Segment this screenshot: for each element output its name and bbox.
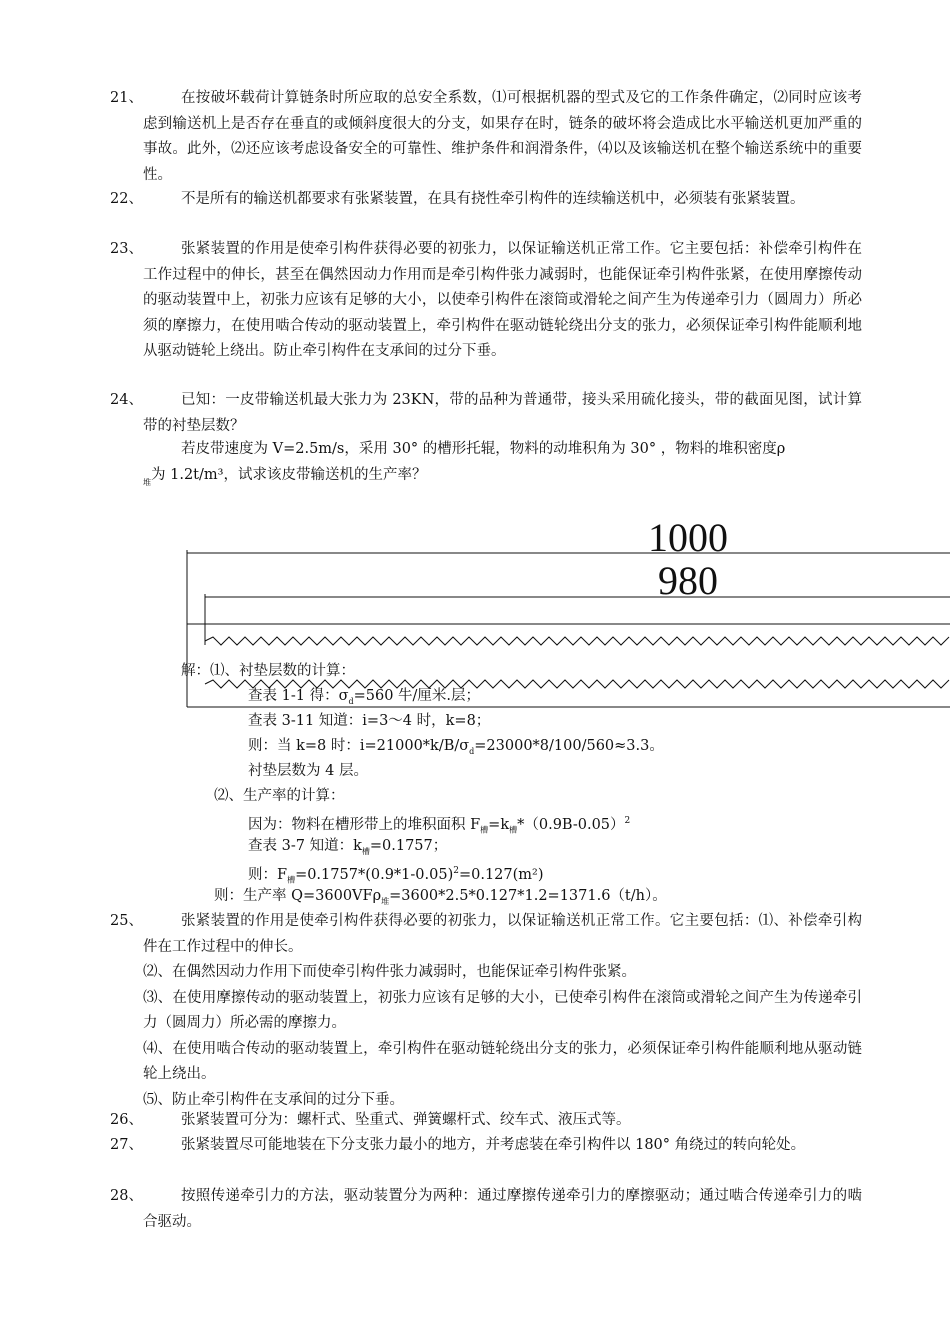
item-number: 21、 xyxy=(110,90,143,106)
item-26 xyxy=(110,1108,862,1134)
solution-line-3: 则：当 k=8 时：$i=21000*k/B/\sigma_d=23000*8/100/560\approx 3.3$。 xyxy=(248,738,664,756)
item-number: 28、 xyxy=(110,1188,143,1204)
item-25 xyxy=(110,909,862,1113)
item-text: 张紧装置可分为：螺杆式、坠重式、弹簧螺杆式、绞车式、液压式等。 xyxy=(181,1112,631,1128)
item-25-sub-2: ⑵、在偶然因动力作用下而使牵引构件张力减弱时，也能保证牵引构件张紧。 xyxy=(143,964,636,980)
item-number: 27、 xyxy=(110,1137,143,1153)
item-text: 不是所有的输送机都要求有张紧装置，在具有挠性牵引构件的连续输送机中，必须装有张紧装置。 xyxy=(181,191,805,207)
item-23 xyxy=(110,237,862,365)
item-25-sub-4: ⑷、在使用啮合传动的驱动装置上，牵引构件在驱动链轮绕出分支的张力，必须保证牵引构件能顺利地从驱动链轮上绕出。 xyxy=(143,1040,862,1082)
item-text: 张紧装置尽可能地装在下分支张力最小的地方，并考虑装在牵引构件以 180° 角绕过的转向轮处。 xyxy=(181,1137,806,1153)
width-label-980: 980 xyxy=(658,558,718,603)
solution-heading: 解：⑴、衬垫层数的计算： xyxy=(181,663,355,679)
solution-line-4: 衬垫层数为 4 层。 xyxy=(248,763,368,779)
item-text: 在按破坏载荷计算链条时所应取的总安全系数，⑴可根据机器的型式及它的工作条件确定，⑵同时应该考虑到输送机上是否存在垂直的或倾斜度很大的分支，如果存在时，链条的破坏将会造成比水平输送机更加严重的事故。此外，⑵还应该考虑设备安全的可靠性、维护条件和润滑条件，⑷以及该输送机在整个输送系统中的重要性。 xyxy=(143,90,862,183)
solution-line-2: 查表 3-11 知道：i=3～4 时，k=8； xyxy=(248,713,491,729)
item-number: 26、 xyxy=(110,1112,143,1128)
width-label-1000: 1000 xyxy=(648,515,728,560)
item-25-sub-5: ⑸、防止牵引构件在支承间的过分下垂。 xyxy=(143,1091,404,1108)
item-28 xyxy=(110,1184,862,1235)
item-text: 按照传递牵引力的方法，驱动装置分为两种：通过摩擦传递牵引力的摩擦驱动；通过啮合传递牵引力的啮合驱动。 xyxy=(143,1188,862,1230)
item-number: 25、 xyxy=(110,913,143,929)
item-25-sub-3: ⑶、在使用摩擦传动的驱动装置上，初张力应该有足够的大小，已使牵引构件在滚筒或滑轮之间产生为传递牵引力（圆周力）所必需的摩擦力。 xyxy=(143,989,862,1031)
question-24b-line1: 若皮带速度为 V=2.5m/s，采用 30° 的槽形托辊，物料的动堆积角为 30° ，物料的堆积密度ρ xyxy=(181,441,786,457)
item-21 xyxy=(110,86,862,188)
item-text: 张紧装置的作用是使牵引构件获得必要的初张力，以保证输送机正常工作。它主要包括：补偿牵引构件在工作过程中的伸长，甚至在偶然因动力作用而是牵引构件张力减弱时，也能保证牵引构件张紧，在使用摩擦传动的驱动装置中上，初张力应该有足够的大小，以使牵引构件在滚筒或滑轮之间产生为传递牵引力（圆周力）所必须的摩擦力，在使用啮合传动的驱动装置上，牵引构件在驱动链轮绕出分支的张力，必须保证牵引构件能顺利地从驱动链轮上绕出。防止牵引构件在支承间的过分下垂。 xyxy=(143,241,862,359)
solution-line-7: 查表 3-7 知道：$k_槽=0.1757$； xyxy=(248,838,448,856)
item-24 xyxy=(110,388,862,439)
solution-line-9: 则：生产率 Q=3600VFρ$_堆$=3600*2.5*0.127*1.2=1371.6（t/h）。 xyxy=(214,888,667,906)
item-number: 24、 xyxy=(110,392,143,408)
item-text: 已知：一皮带输送机最大张力为 23KN，带的品种为普通带，接头采用硫化接头，带的截面见图，试计算带的衬垫层数？ xyxy=(143,392,862,434)
question-24b-line2: $_堆$为 1.2t/m³，试求该皮带输送机的生产率？ xyxy=(143,467,427,487)
item-number: 23、 xyxy=(110,241,143,257)
solution-line-6: 因为：物料在槽形带上的堆积面积 $F_槽=k_槽*(0.9B-0.05)^2$ xyxy=(248,816,631,835)
solution-line-1: 查表 1-1 得：$\sigma_d=560$ 牛/厘米.层； xyxy=(248,688,481,706)
item-text: 张紧装置的作用是使牵引构件获得必要的初张力，以保证输送机正常工作。它主要包括：⑴、补偿牵引构件在工作过程中的伸长。 xyxy=(143,913,862,955)
solution-line-8: 则：$F_槽=0.1757*(0.9*1-0.05)^2=0.127(m^2)$ xyxy=(248,866,544,885)
item-22 xyxy=(110,187,862,213)
item-27 xyxy=(110,1133,862,1159)
item-number: 22、 xyxy=(110,191,143,207)
solution-line-5: ⑵、生产率的计算： xyxy=(214,788,345,804)
